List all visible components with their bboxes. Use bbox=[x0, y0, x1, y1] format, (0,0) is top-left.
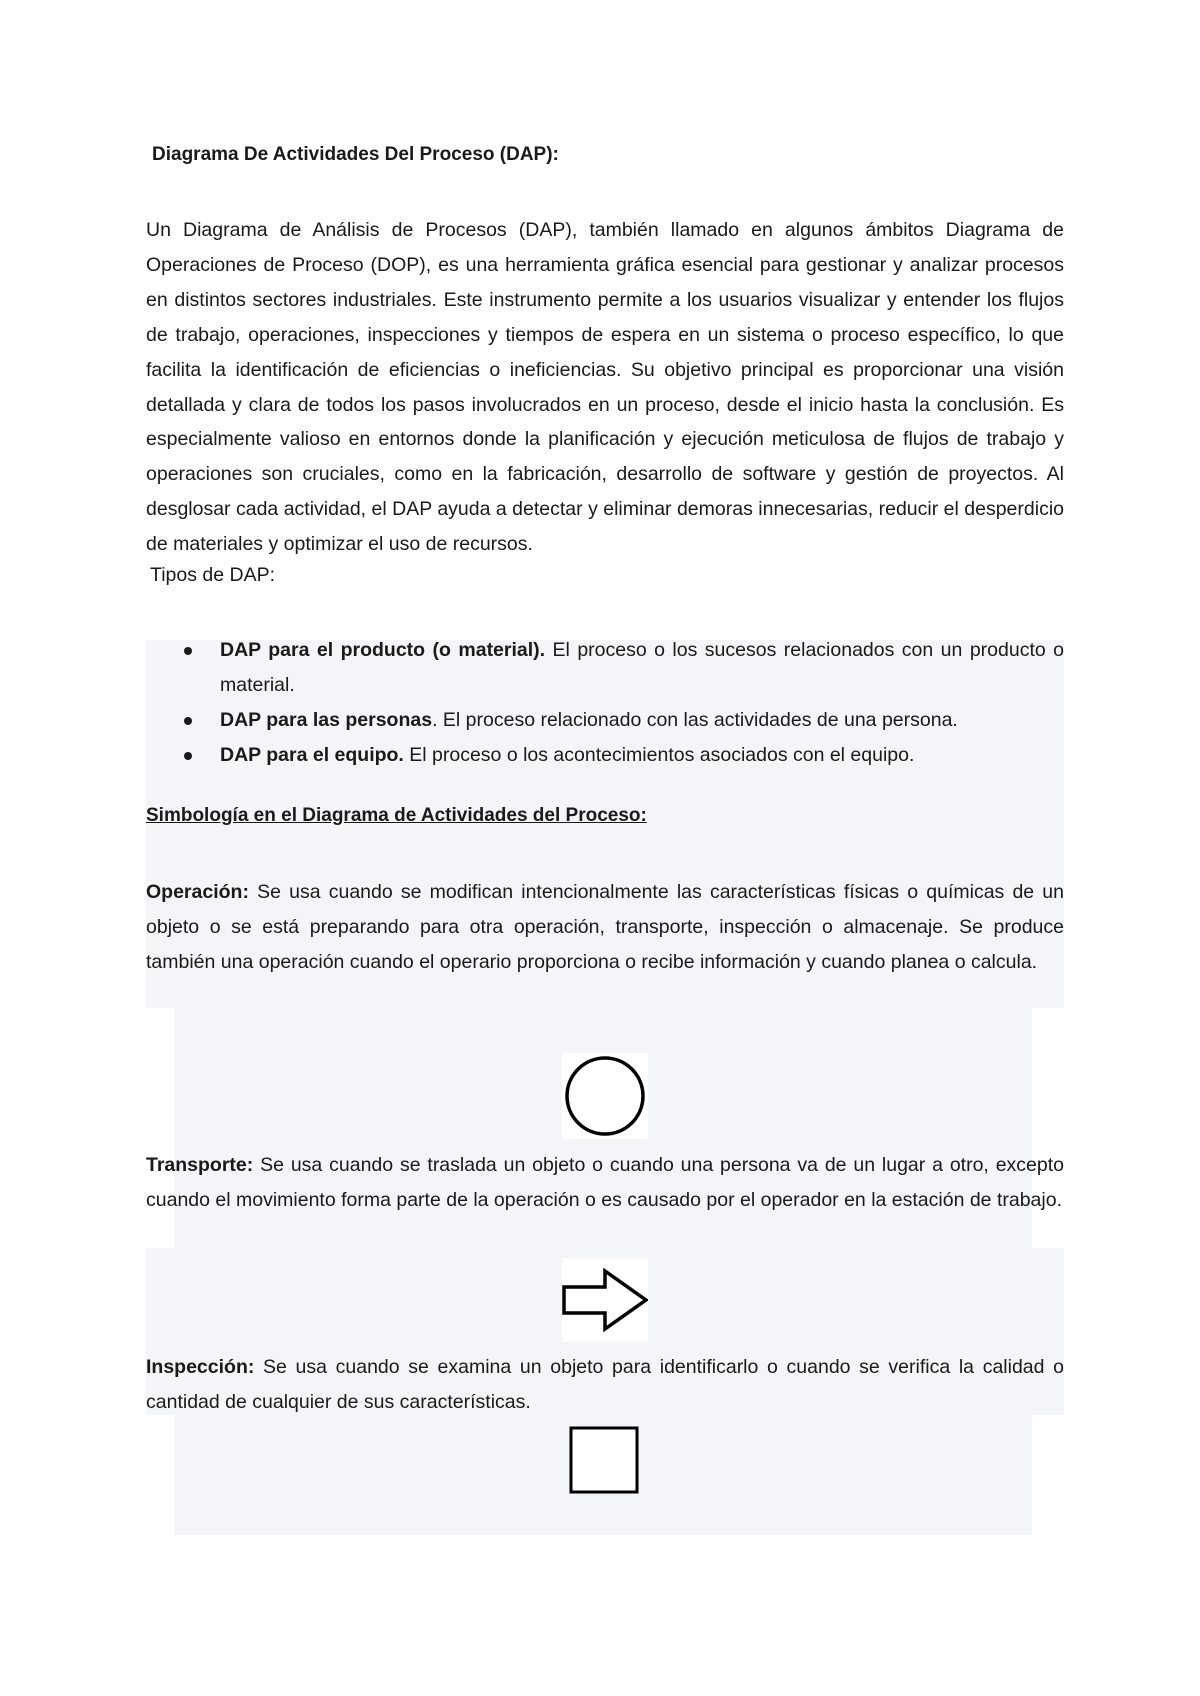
list-item bbox=[146, 738, 1064, 773]
list-item bbox=[146, 633, 1064, 703]
inspection-label: Inspección: bbox=[146, 1356, 255, 1378]
list-item-text: . El proceso relacionado con las actividades de una persona. bbox=[432, 708, 958, 731]
list-item-text: El proceso o los sucesos relacionados con un producto o material. bbox=[220, 639, 1064, 696]
operation-text: Se usa cuando se modifican intencionalmente las características físicas o químicas de un objeto o se está preparando para otra operación, transporte, inspección o almacenaje. Se produce también una operación cuando el operario proporciona o recibe información y cuando planea o calcula. bbox=[146, 881, 1064, 973]
transport-text: Se usa cuando se traslada un objeto o cuando una persona va de un lugar a otro, excepto cuando el movimiento forma parte de la operación o es causado por el operador en la estación de trabajo. bbox=[146, 1154, 1064, 1211]
list-item-title: DAP para el producto (o material). bbox=[220, 639, 546, 661]
types-label: Tipos de DAP: bbox=[150, 564, 275, 586]
list-item bbox=[146, 703, 1064, 738]
transport-paragraph bbox=[146, 1148, 1064, 1218]
types-list bbox=[146, 633, 1064, 773]
list-item-title: DAP para las personas bbox=[220, 708, 433, 731]
document-title: Diagrama De Actividades Del Proceso (DAP): bbox=[152, 144, 559, 165]
list-item-title: DAP para el equipo. bbox=[220, 743, 404, 766]
bullet-icon bbox=[184, 717, 192, 725]
bullet-icon bbox=[184, 647, 192, 655]
circle-icon bbox=[562, 1053, 648, 1139]
operation-paragraph bbox=[146, 875, 1064, 980]
square-icon bbox=[568, 1425, 640, 1495]
arrow-right-icon bbox=[562, 1258, 648, 1342]
operation-label: Operación: bbox=[146, 881, 249, 903]
inspection-paragraph bbox=[146, 1350, 1064, 1420]
intro-paragraph: Un Diagrama de Análisis de Procesos (DAP), también llamado en algunos ámbitos Diagrama de Operaciones de Proceso (DOP), es una herramienta gráfica esencial para gestionar y analizar procesos en distintos sectores industriales. Este instrumento permite a los usuarios visualizar y entender los flujos de trabajo, operaciones, inspecciones y tiempos de espera en un sistema o proceso específico, lo que facilita la identificación de eficiencias o ineficiencias. Su objetivo principal es proporcionar una visión detallada y clara de todos los pasos involucrados en un proceso, desde el inicio hasta la conclusión. Es especialmente valioso en entornos donde la planificación y ejecución meticulosa de flujos de trabajo y operaciones son cruciales, como en la fabricación, desarrollo de software y gestión de proyectos. Al desglosar cada actividad, el DAP ayuda a detectar y eliminar demoras innecesarias, reducir el desperdicio de materiales y optimizar el uso de recursos. bbox=[146, 219, 1064, 556]
inspection-text: Se usa cuando se examina un objeto para identificarlo o cuando se verifica la calidad o cantidad de cualquier de sus características. bbox=[146, 1356, 1064, 1413]
transport-label: Transporte: bbox=[146, 1154, 254, 1176]
bullet-icon bbox=[184, 752, 192, 760]
list-item-text: El proceso o los acontecimientos asociados con el equipo. bbox=[403, 743, 915, 766]
symbology-heading: Simbología en el Diagrama de Actividades del Proceso: bbox=[146, 805, 647, 826]
